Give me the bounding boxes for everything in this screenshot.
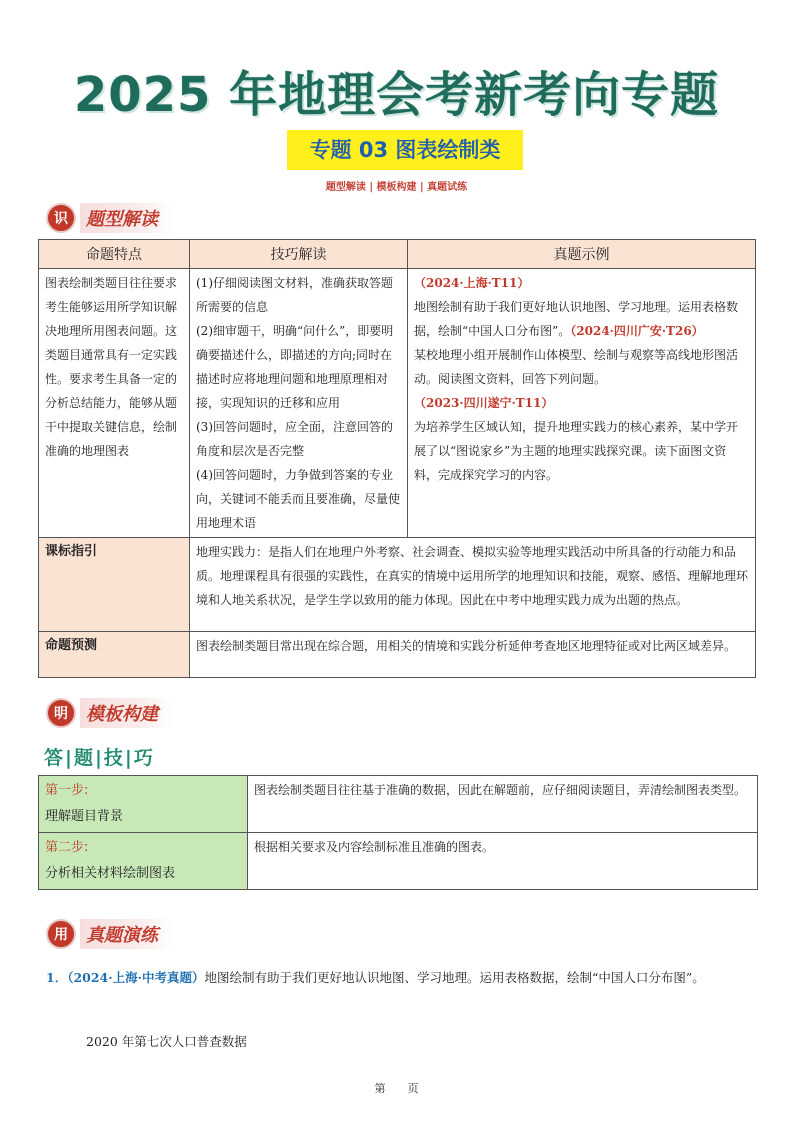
example-tag: （2024·上海·T11）	[414, 276, 530, 290]
step-text: 图表绘制类题目往往基于准确的数据，因此在解题前，应仔细阅读题目，弄清绘制图表类型。	[248, 776, 758, 833]
section-badge-icon: 识	[46, 203, 76, 233]
section-label: 模板构建	[80, 698, 172, 728]
step-label-cell	[39, 833, 248, 890]
section-label: 真题演练	[80, 919, 172, 949]
analysis-table	[38, 239, 756, 678]
section-badge-icon: 明	[46, 698, 76, 728]
census-caption: 2020 年第七次人口普查数据	[86, 1034, 247, 1049]
section-badge-icon: 用	[46, 919, 76, 949]
section-header-template	[46, 697, 172, 729]
answer-tips-title: 答|题|技|巧	[44, 747, 155, 769]
section-label: 题型解读	[80, 203, 172, 233]
col-header-tips: 技巧解读	[190, 240, 408, 269]
page-number: 第 页	[374, 1082, 419, 1095]
col-header-examples: 真题示例	[408, 240, 756, 269]
question-text: 地图绘制有助于我们更好地认识地图、学习地理。运用表格数据，绘制“中国人口分布图”。	[204, 970, 705, 985]
forecast-text: 图表绘制类题目常出现在综合题，用相关的情境和实践分析延伸考查地区地理特征或对比两区域差异。	[190, 632, 756, 678]
guide-label: 课标指引	[39, 538, 190, 632]
tip-item: (3)回答问题时，应全面，注意回答的角度和层次是否完整	[196, 420, 393, 458]
question-number: 1．（2024·上海·中考真题）	[46, 970, 205, 985]
example-text: 某校地理小组开展制作山体模型、绘制与观察等高线地形图活动。阅读图文资料，回答下列问题。	[414, 348, 739, 386]
topic-subtitle: 专题 03 图表绘制类	[287, 130, 523, 170]
example-text: 地图绘制有助于我们更好地认识地图、学习地理。运用表格数据，绘制“中国人口分布图”。	[414, 300, 739, 338]
step-name: 分析相关材料绘制图表	[45, 866, 176, 881]
col-header-feature: 命题特点	[39, 240, 190, 269]
main-title: 2025 年地理会考新考向专题	[73, 67, 720, 123]
tip-item: (1)仔细阅读图文材料，准确获取答题所需要的信息	[196, 276, 393, 314]
section-header-practice	[46, 918, 172, 950]
example-tag: （2024·四川广安·T26）	[570, 324, 704, 338]
guide-text: 地理实践力：是指人们在地理户外考察、社会调查、模拟实验等地理实践活动中所具备的行动能力和品质。地理课程具有很强的实践性，在真实的情境中运用所学的地理知识和技能，观察、感悟、理解地理环境和人地关系状况，是学生学以致用的能力体现。因此在中考中地理实践力成为出题的热点。	[190, 538, 756, 632]
example-text: 为培养学生区域认知，提升地理实践力的核心素养，某中学开展了以“图说家乡”为主题的地理实践探究课。读下面图文资料，完成探究学习的内容。	[414, 420, 739, 482]
question-1	[46, 960, 761, 996]
examples-cell	[408, 269, 756, 538]
step-number: 第二步:	[45, 840, 89, 855]
steps-table	[38, 775, 758, 890]
step-number: 第一步:	[45, 783, 89, 798]
step-label-cell	[39, 776, 248, 833]
tagline: 题型解读 | 模板构建 | 真题试练	[325, 182, 468, 193]
step-text: 根据相关要求及内容绘制标准且准确的图表。	[248, 833, 758, 890]
forecast-label: 命题预测	[39, 632, 190, 678]
tip-item: (2)细审题干，明确“问什么”，即要明确要描述什么，即描述的方向;同时在描述时应将地理问题和地理原理相对接，实现知识的迁移和应用	[196, 324, 394, 410]
example-tag: （2023·四川遂宁·T11）	[414, 396, 554, 410]
tips-cell	[190, 269, 408, 538]
step-name: 理解题目背景	[45, 809, 124, 824]
section-header-analysis	[46, 202, 172, 234]
feature-cell: 图表绘制类题目往往要求考生能够运用所学知识解决地理所用图表问题。这类题目通常具有一定实践性。要求考生具备一定的分析总结能力，能够从题干中提取关键信息，绘制准确的地理图表	[39, 269, 190, 538]
tip-item: (4)回答问题时，力争做到答案的专业向，关键词不能丢而且要准确，尽量使用地理术语	[196, 468, 401, 530]
